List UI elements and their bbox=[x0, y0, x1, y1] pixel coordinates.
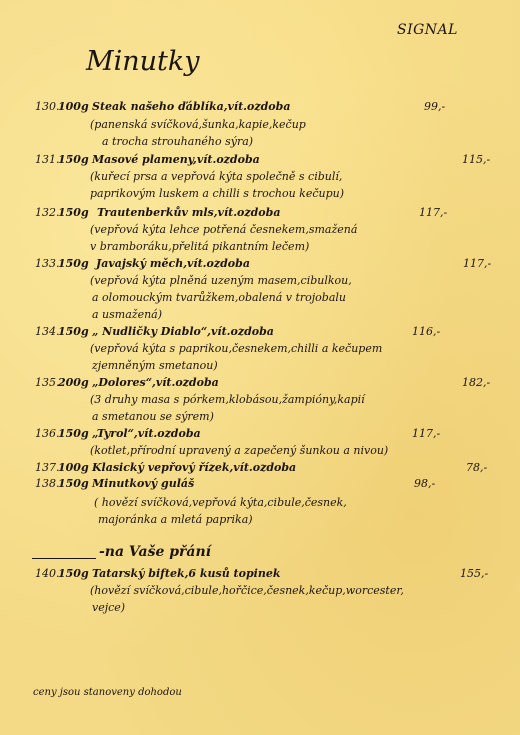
item-price: 115,- bbox=[462, 153, 491, 166]
item-name: Trautenberkův mls,vít.ozdoba bbox=[97, 206, 281, 219]
section-divider bbox=[32, 558, 96, 559]
item-number: 134. bbox=[35, 325, 60, 338]
item-number: 133. bbox=[35, 257, 60, 270]
item-description: paprikovým luskem a chilli s trochou kečupu) bbox=[90, 187, 345, 200]
item-description: (hovězí svíčková,cibule,hořčice,česnek,kečup,worcester, bbox=[90, 584, 404, 597]
item-description: a trocha strouhaného sýra) bbox=[102, 135, 254, 148]
item-price: 116,- bbox=[412, 325, 441, 338]
item-description: zjemněným smetanou) bbox=[92, 359, 218, 372]
section-title: -na Vaše přání bbox=[99, 544, 211, 560]
item-description: majoránka a mletá paprika) bbox=[98, 513, 253, 526]
item-weight: 150g bbox=[58, 206, 89, 219]
price-note: ceny jsou stanoveny dohodou bbox=[33, 687, 182, 698]
item-number: 131. bbox=[35, 153, 60, 166]
item-name: Javajský měch,vít.ozdoba bbox=[96, 257, 250, 270]
item-weight: 150g bbox=[58, 427, 89, 440]
item-weight: 150g bbox=[58, 257, 89, 270]
item-description: (kotlet,přírodní upravený a zapečený šunkou a nivou) bbox=[90, 444, 389, 457]
item-number: 138. bbox=[35, 477, 60, 490]
item-price: 78,- bbox=[466, 461, 488, 474]
item-description: vejce) bbox=[92, 601, 126, 614]
item-description: ( hovězí svíčková,vepřová kýta,cibule,česnek, bbox=[94, 496, 347, 509]
item-description: a olomouckým tvarůžkem,obalená v trojobalu bbox=[92, 291, 346, 304]
item-weight: 150g bbox=[58, 325, 89, 338]
item-description: v bramboráku,přelitá pikantním lečem) bbox=[90, 240, 310, 253]
item-price: 98,- bbox=[414, 477, 436, 490]
item-description: a usmažená) bbox=[92, 308, 163, 321]
item-description: a smetanou se sýrem) bbox=[92, 410, 214, 423]
item-price: 117,- bbox=[412, 427, 441, 440]
item-name: „ Nudličky Diablo“,vít.ozdoba bbox=[92, 325, 274, 338]
item-number: 136. bbox=[35, 427, 60, 440]
item-weight: 150g bbox=[58, 477, 89, 490]
page-title: Minutky bbox=[86, 46, 200, 77]
item-weight: 100g bbox=[58, 461, 89, 474]
item-description: (vepřová kýta s paprikou,česnekem,chilli a kečupem bbox=[90, 342, 383, 355]
item-number: 132. bbox=[35, 206, 60, 219]
brand-signal: SIGNAL bbox=[397, 22, 458, 38]
item-description: (vepřová kýta lehce potřená česnekem,smažená bbox=[90, 223, 358, 236]
item-price: 117,- bbox=[419, 206, 448, 219]
item-number: 130. bbox=[35, 100, 60, 113]
item-name: Minutkový guláš bbox=[92, 477, 195, 490]
item-number: 140. bbox=[35, 567, 60, 580]
item-price: 99,- bbox=[424, 100, 446, 113]
item-price: 182,- bbox=[462, 376, 491, 389]
item-number: 137. bbox=[35, 461, 60, 474]
item-price: 155,- bbox=[460, 567, 489, 580]
item-description: (vepřová kýta plněná uzeným masem,cibulkou, bbox=[90, 274, 352, 287]
item-description: (panenská svíčková,šunka,kapie,kečup bbox=[90, 118, 306, 131]
item-price: 117,- bbox=[463, 257, 492, 270]
item-name: „Dolores“,vít.ozdoba bbox=[92, 376, 219, 389]
item-weight: 150g bbox=[58, 567, 89, 580]
item-description: (3 druhy masa s pórkem,klobásou,žampióny,kapií bbox=[90, 393, 365, 406]
item-name: Tatarský biftek,6 kusů topinek bbox=[92, 567, 281, 580]
item-weight: 200g bbox=[58, 376, 89, 389]
item-number: 135. bbox=[35, 376, 60, 389]
item-name: Klasický vepřový řízek,vít.ozdoba bbox=[92, 461, 297, 474]
item-weight: 150g bbox=[58, 153, 89, 166]
item-description: (kuřecí prsa a vepřová kýta společně s cibulí, bbox=[90, 170, 343, 183]
item-name: „Tyrol“,vít.ozdoba bbox=[92, 427, 201, 440]
item-name: Masové plameny,vít.ozdoba bbox=[92, 153, 260, 166]
item-weight: 100g bbox=[58, 100, 89, 113]
item-name: Steak našeho ďáblíka,vít.ozdoba bbox=[92, 100, 291, 113]
